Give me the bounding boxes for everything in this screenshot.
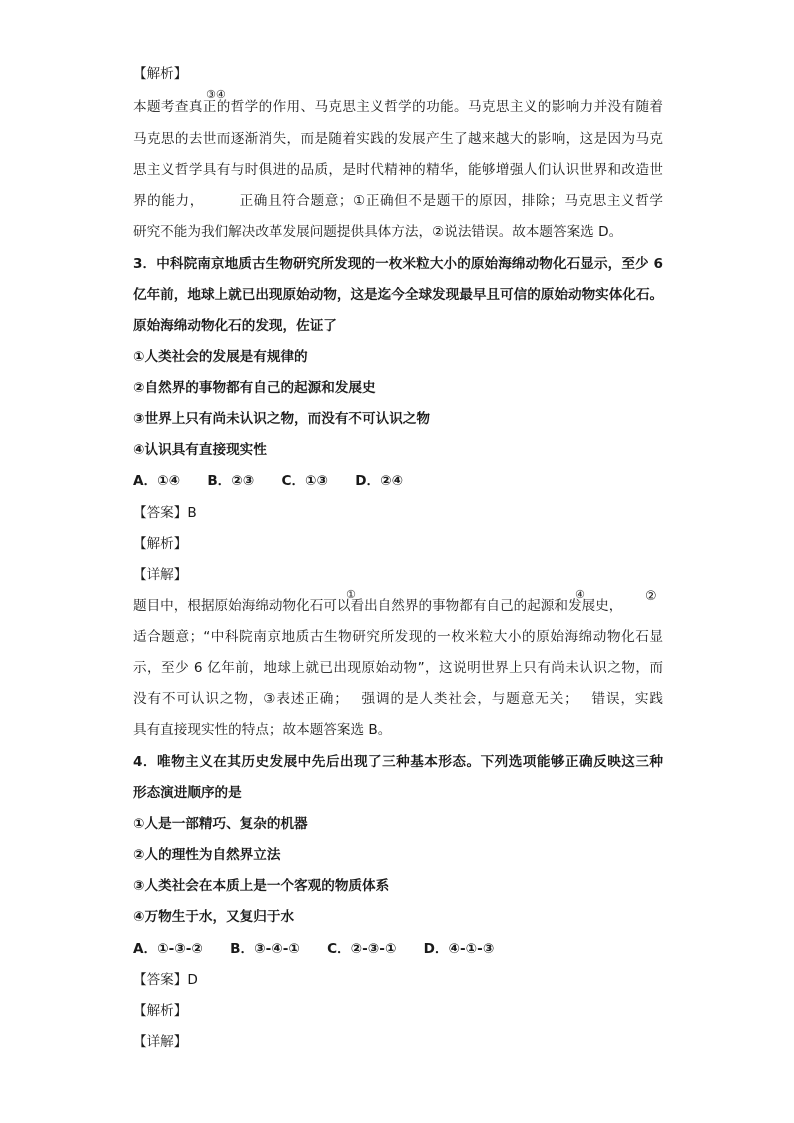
analysis-text-line: 思主义哲学具有与时俱进的品质，是时代精神的精华，能够增强人们认识世界和改造世 <box>133 162 663 178</box>
question-4-stem: 形态演进顺序的是 <box>133 785 242 801</box>
analysis-text-line: 马克思的去世而逐渐消失，而是随着实践的发展产生了越来越大的影响，这是因为马克 <box>133 131 663 147</box>
superscript-circled-number: ② <box>645 589 657 604</box>
question-4-answer: 【答案】D <box>133 972 198 988</box>
superscript-circled-numbers: ③④ <box>206 88 226 101</box>
question-3-item: ④认识具有直接现实性 <box>133 442 267 458</box>
question-4-stem: 4．唯物主义在其历史发展中先后出现了三种基本形态。下列选项能够正确反映这三种 <box>133 754 663 770</box>
question-3-item: ②自然界的事物都有自己的起源和发展史 <box>133 380 376 396</box>
question-4-options: A．①-③-② B．③-④-① C．②-③-① D．④-①-③ <box>133 941 495 957</box>
question-3-answer: 【答案】B <box>133 505 197 521</box>
question-3-stem: 原始海绵动物化石的发现，佐证了 <box>133 318 337 334</box>
analysis-text-line: 研究不能为我们解决改革发展问题提供具体方法，②说法错误。故本题答案选 D。 <box>133 224 623 240</box>
question-3-detail-line: 示，至少 6 亿年前，地球上就已出现原始动物”，这说明世界上只有尚未认识之物，而 <box>133 660 663 676</box>
question-3-options: A．①④ B．②③ C．①③ D．②④ <box>133 473 404 489</box>
question-4-item: ②人的理性为自然界立法 <box>133 847 281 863</box>
question-3-analysis-label: 【解析】 <box>133 536 188 552</box>
superscript-circled-number: ① <box>346 588 356 601</box>
question-4-analysis-label: 【解析】 <box>133 1003 188 1019</box>
question-3-stem: 3．中科院南京地质古生物研究所发现的一枚米粒大小的原始海绵动物化石显示，至少 6 <box>133 256 663 272</box>
question-3-item: ①人类社会的发展是有规律的 <box>133 349 308 365</box>
question-3-item: ③世界上只有尚未认识之物，而没有不可认识之物 <box>133 411 430 427</box>
superscript-circled-number: ④ <box>575 588 585 601</box>
question-4-item: ①人是一部精巧、复杂的机器 <box>133 816 308 832</box>
question-3-detail-line: 没有不可认识之物，③表述正确； 强调的是人类社会，与题意无关； 错误，实践 <box>133 691 663 707</box>
analysis-text-line: 界的能力， 正确且符合题意；①正确但不是题干的原因，排除；马克思主义哲学 <box>133 193 663 209</box>
question-3-detail-line: 题目中，根据原始海绵动物化石可以看出自然界的事物都有自己的起源和发展史， <box>133 598 623 614</box>
analysis-text-line: 本题考查真正的哲学的作用、马克思主义哲学的功能。马克思主义的影响力并没有随着 <box>133 99 663 115</box>
question-4-detail-label: 【详解】 <box>133 1034 188 1050</box>
question-4-item: ④万物生于水，又复归于水 <box>133 909 295 925</box>
question-3-stem: 亿年前，地球上就已出现原始动物，这是迄今全球发现最早且可信的原始动物实体化石。 <box>133 287 664 303</box>
question-3-detail-label: 【详解】 <box>133 567 188 583</box>
question-4-item: ③人类社会在本质上是一个客观的物质体系 <box>133 878 390 894</box>
question-3-detail-line: 适合题意；“中科院南京地质古生物研究所发现的一枚米粒大小的原始海绵动物化石显 <box>133 629 663 645</box>
question-3-detail-line: 具有直接现实性的特点；故本题答案选 B。 <box>133 722 392 738</box>
analysis-label: 【解析】 <box>133 66 188 82</box>
